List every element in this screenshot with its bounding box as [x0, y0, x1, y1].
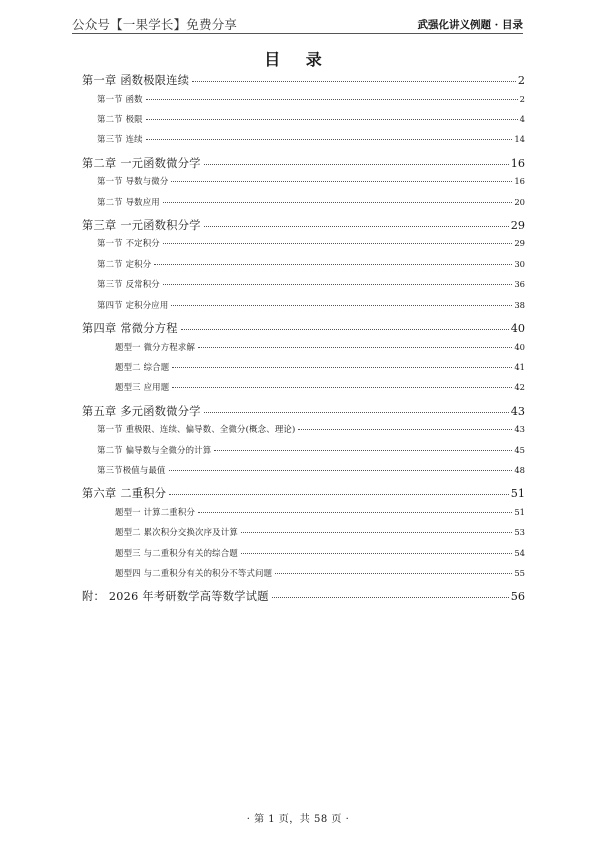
- toc-entry-title: 第一节 重极限、连续、偏导数、全微分(概念、理论): [97, 424, 296, 435]
- toc-page-number: 36: [514, 279, 525, 290]
- toc-entry-title: 第一节 导数与微分: [97, 176, 169, 187]
- toc-dot-leader: [146, 98, 518, 100]
- toc-entry-title: 题型一 微分方程求解: [115, 341, 196, 352]
- toc-page-number: 4: [519, 113, 525, 124]
- table-of-contents: [82, 70, 525, 608]
- toc-entry-title: 题型二 综合题: [115, 361, 170, 372]
- toc-entry-title: 第三节 连续: [97, 134, 143, 145]
- toc-dot-leader: [169, 493, 508, 495]
- toc-entry-title: 第二节 极限: [97, 113, 143, 124]
- toc-dot-leader: [146, 138, 513, 140]
- toc-dot-leader: [204, 225, 509, 227]
- toc-page-number: 54: [514, 547, 525, 558]
- toc-page-number: 56: [510, 590, 525, 604]
- page-footer: · 第 1 页，共 58 页 ·: [246, 814, 350, 825]
- toc-entry-title: 第二节 偏导数与全微分的计算: [97, 444, 212, 455]
- toc-section-entry[interactable]: [82, 132, 525, 152]
- toc-dot-leader: [154, 263, 512, 265]
- toc-section-entry[interactable]: [82, 546, 525, 566]
- toc-dot-leader: [163, 283, 512, 285]
- toc-section-entry[interactable]: [82, 298, 525, 318]
- toc-entry-title: 题型四 与二重积分有关的积分不等式问题: [115, 568, 273, 579]
- toc-chapter-entry[interactable]: [82, 401, 525, 423]
- toc-section-entry[interactable]: [82, 525, 525, 545]
- toc-entry-title: 第二节 导数应用: [97, 196, 160, 207]
- toc-dot-leader: [171, 304, 512, 306]
- toc-section-entry[interactable]: [82, 112, 525, 132]
- toc-page-number: 38: [514, 299, 525, 310]
- toc-entry-title: 题型一 计算二重积分: [115, 506, 196, 517]
- toc-page-number: 43: [510, 404, 525, 418]
- toc-entry-title: 附： 2026 年考研数学高等数学试题: [82, 590, 269, 604]
- toc-entry-title: 题型三 应用题: [115, 382, 170, 393]
- toc-chapter-entry[interactable]: [82, 153, 525, 175]
- toc-page-number: 45: [514, 444, 525, 455]
- toc-page-number: 29: [510, 218, 525, 232]
- toc-dot-leader: [171, 180, 512, 182]
- toc-page-number: 20: [514, 196, 525, 207]
- toc-dot-leader: [169, 469, 513, 471]
- toc-section-entry[interactable]: [82, 277, 525, 297]
- toc-entry-title: 第三节极值与最值: [97, 464, 166, 475]
- toc-section-entry[interactable]: [82, 257, 525, 277]
- toc-dot-leader: [192, 80, 516, 82]
- toc-page-number: 2: [517, 74, 525, 87]
- toc-dot-leader: [272, 596, 509, 598]
- toc-dot-leader: [275, 572, 512, 574]
- toc-dot-leader: [172, 366, 512, 368]
- toc-entry-title: 第四节 定积分应用: [97, 299, 169, 310]
- toc-chapter-entry[interactable]: [82, 215, 525, 237]
- toc-page-number: 51: [510, 487, 525, 501]
- toc-page-number: 40: [510, 322, 525, 336]
- toc-dot-leader: [298, 428, 512, 430]
- toc-dot-leader: [181, 328, 509, 330]
- toc-page-number: 16: [514, 176, 525, 187]
- toc-entry-title: 第二章 一元函数微分学: [82, 156, 201, 170]
- toc-dot-leader: [163, 201, 512, 203]
- toc-page-number: 51: [514, 506, 525, 517]
- toc-section-entry[interactable]: [82, 340, 525, 360]
- toc-section-entry[interactable]: [82, 195, 525, 215]
- toc-section-entry[interactable]: [82, 236, 525, 256]
- toc-entry-title: 第三节 反常积分: [97, 279, 160, 290]
- toc-dot-leader: [163, 242, 512, 244]
- toc-dot-leader: [204, 163, 509, 165]
- toc-dot-leader: [172, 386, 512, 388]
- toc-chapter-entry[interactable]: [82, 70, 525, 92]
- header-divider: [72, 33, 523, 34]
- page-title: 目 录: [264, 50, 332, 69]
- toc-section-entry[interactable]: [82, 443, 525, 463]
- toc-dot-leader: [214, 449, 512, 451]
- toc-entry-title: 题型二 累次积分交换次序及计算: [115, 527, 238, 538]
- toc-section-entry[interactable]: [82, 505, 525, 525]
- toc-entry-title: 第三章 一元函数积分学: [82, 218, 201, 232]
- toc-page-number: 41: [514, 361, 525, 372]
- toc-entry-title: 第一节 不定积分: [97, 238, 160, 249]
- toc-entry-title: 第五章 多元函数微分学: [82, 404, 201, 418]
- toc-section-entry[interactable]: [82, 463, 525, 483]
- toc-entry-title: 第六章 二重积分: [82, 487, 167, 501]
- header-source: 公众号【一果学长】免费分享: [72, 17, 238, 32]
- toc-dot-leader: [198, 511, 512, 513]
- toc-page-number: 14: [514, 134, 525, 145]
- toc-entry-title: 第二节 定积分: [97, 258, 152, 269]
- toc-section-entry[interactable]: [82, 422, 525, 442]
- toc-chapter-entry[interactable]: [82, 318, 525, 340]
- toc-entry-title: 第一章 函数极限连续: [82, 74, 190, 87]
- toc-section-entry[interactable]: [82, 380, 525, 400]
- toc-chapter-entry[interactable]: [82, 586, 525, 608]
- toc-page-number: 42: [514, 382, 525, 393]
- toc-dot-leader: [204, 411, 509, 413]
- toc-page-number: 40: [514, 341, 525, 352]
- toc-page-number: 48: [514, 464, 525, 475]
- toc-dot-leader: [146, 118, 518, 120]
- toc-page-number: 2: [519, 93, 525, 104]
- toc-section-entry[interactable]: [82, 360, 525, 380]
- toc-entry-title: 题型三 与二重积分有关的综合题: [115, 547, 238, 558]
- toc-dot-leader: [241, 552, 512, 554]
- toc-page-number: 29: [514, 238, 525, 249]
- toc-section-entry[interactable]: [82, 566, 525, 586]
- toc-chapter-entry[interactable]: [82, 483, 525, 505]
- toc-page-number: 30: [514, 258, 525, 269]
- toc-dot-leader: [241, 531, 512, 533]
- toc-section-entry[interactable]: [82, 92, 525, 112]
- toc-page-number: 55: [514, 568, 525, 579]
- toc-page-number: 53: [514, 527, 525, 538]
- header-section: 武强化讲义例题 · 目录: [417, 19, 523, 31]
- toc-entry-title: 第四章 常微分方程: [82, 322, 178, 336]
- toc-section-entry[interactable]: [82, 174, 525, 194]
- toc-page-number: 16: [510, 156, 525, 170]
- toc-entry-title: 第一节 函数: [97, 93, 143, 104]
- toc-page-number: 43: [514, 424, 525, 435]
- toc-dot-leader: [198, 346, 512, 348]
